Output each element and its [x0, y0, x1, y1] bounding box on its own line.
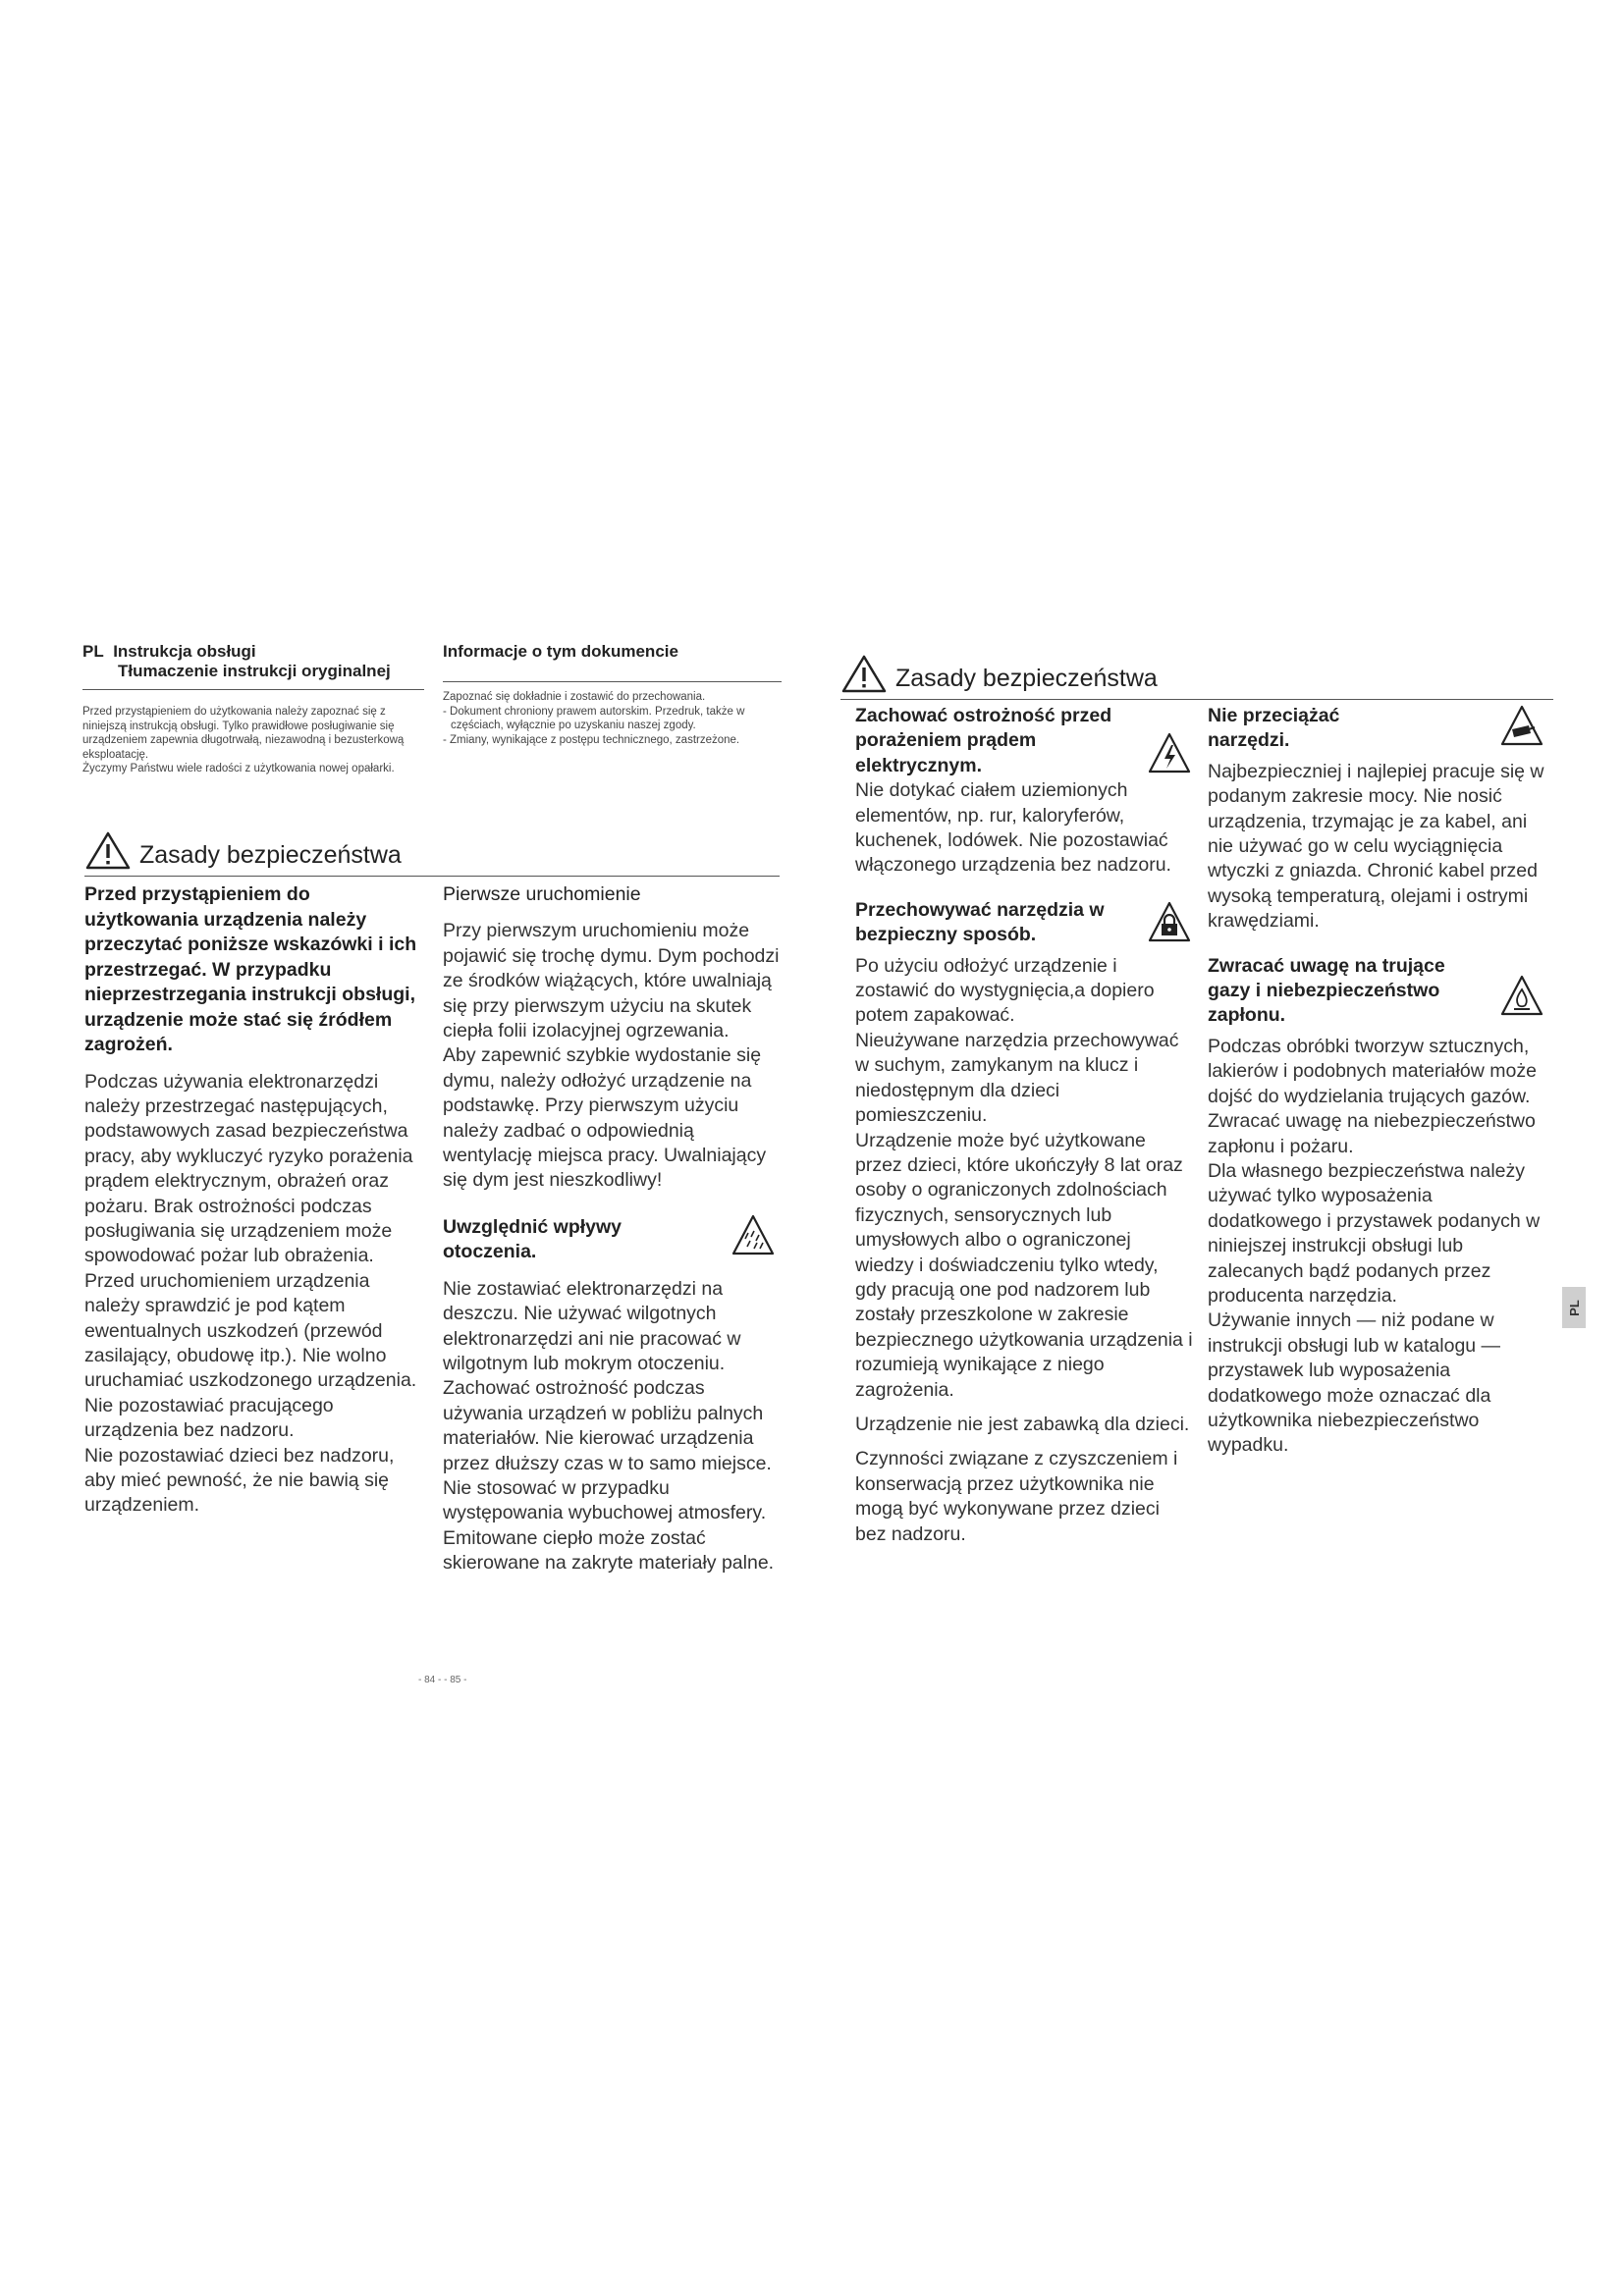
body-paragraph: Nie pozostawiać dzieci bez nadzoru, aby mieć pewność, że nie bawią się urządzeniem. — [84, 1444, 395, 1517]
language-side-tab — [1562, 1287, 1586, 1328]
body-paragraph: Aby zapewnić szybkie wydostanie się dymu, należy odłożyć urządzenie na podstawkę. Przy pierwszym użyciu należy zadbać o odpowiednią wentylację miejsca pracy. Uwalniający się dym jest nieszkodliwy! — [443, 1044, 767, 1192]
overload-hazard-icon — [1499, 704, 1544, 747]
body-paragraph: Nie dotykać ciałem uziemionych elementów, np. rur, kaloryferów, kuchenek, lodówek. Nie pozostawiać włączonego urządzenia bez nadzoru. — [855, 779, 1171, 877]
page-numbers: - 84 - - 85 - — [418, 1675, 467, 1685]
toxic-title: Zwracać uwagę na trujące gazy i niebezpieczeństwo zapłonu. — [1208, 954, 1445, 1027]
wishes-paragraph: Życzymy Państwu wiele radości z użytkowania nowej opałarki. — [82, 763, 395, 775]
body-paragraph: Najbezpieczniej i najlepiej pracuje się w podanym zakresie mocy. Nie nosić urządzenia, trzymając je za kabel, ani nie używać go w celu wyciągnięcia wtyczki z gniazda. Chronić kabel przed wysoką temperaturą, olejami i ostrymi krawędziami. — [1208, 760, 1544, 933]
manual-subtitle: Tłumaczenie instrukcji oryginalnej — [118, 662, 391, 680]
body-paragraph: Nie pozostawiać pracującego urządzenia bez nadzoru. — [84, 1394, 334, 1442]
safety-title-text: Zasady bezpieczeństwa — [139, 841, 402, 869]
lang-code: PL — [82, 642, 104, 661]
first-start-title: Pierwsze uruchomienie — [443, 883, 641, 905]
body-paragraph: Podczas obróbki tworzyw sztucznych, lakierów i podobnych materiałów może dojść do wydzielania trujących gazów. — [1208, 1035, 1537, 1107]
body-paragraph: Używanie innych — niż podane w instrukcji obsługi lub w katalogu — przystawek lub wyposażenia dodatkowego może oznaczać dla użytkownika niebezpieczeństwo wypadku. — [1208, 1309, 1501, 1457]
header-divider — [82, 689, 424, 690]
safety-section-right — [840, 654, 1555, 700]
safety-title-text: Zasady bezpieczeństwa — [895, 665, 1158, 692]
safety-title-left — [84, 830, 782, 870]
lock-hazard-icon — [1147, 900, 1192, 943]
info-block — [443, 642, 782, 747]
info-bullet: - Zmiany, wynikające z postępu technicznego, zastrzeżone. — [443, 733, 740, 746]
body-paragraph: Urządzenie może być użytkowane przez dzieci, które ukończyły 8 lat oraz osoby o ograniczonych zdolnościach fizycznych, sensorycznych lub umysłowych albo o ograniczonej wiedzy i doświadczeniu tylko wtedy, gdy pracują one pod nadzorem lub zostały przeszkolone w zakresie bezpiecznego użytkowania urządzenia i rozumieją wynikające z niego zagrożenia. — [855, 1129, 1193, 1401]
safety-left-column — [84, 882, 423, 1519]
body-paragraph: Dla własnego bezpieczeństwa należy używać tylko wyposażenia dodatkowego i przystawek podanych w niniejszej instrukcji obsługi lub zalecanych bądź podanych przez producenta narzędzia. — [1208, 1159, 1541, 1307]
manual-title — [82, 642, 426, 662]
overload-toxic-column — [1208, 704, 1546, 1459]
body-paragraph: Podczas używania elektronarzędzi należy przestrzegać następujących, podstawowych zasad bezpieczeństwa pracy, aby wykluczyć ryzyko porażenia prądem elektrycznym, obrażeń oraz pożaru. Brak ostrożności podczas posługiwania się urządzeniem może spowodować pożar lub obrażenia. — [84, 1070, 413, 1267]
side-tab-label: PL — [1566, 1299, 1582, 1316]
left-header — [82, 642, 426, 776]
intro-paragraph: Przed przystąpieniem do użytkowania należy zapoznać się z niniejszą instrukcją obsługi. Tylko prawidłowe posługiwanie się urządzeniem zapewnia długotrwałą, niezawodną i bezusterkową eksploatację. — [82, 706, 405, 761]
warning-icon — [84, 830, 132, 870]
info-title: Informacje o tym dokumencie — [443, 642, 678, 661]
environment-title: Uwzględnić wpływy otoczenia. — [443, 1215, 623, 1263]
body-paragraph: Nieużywane narzędzia przechowywać w suchym, zamykanym na klucz i niedostępnym dla dzieci pomieszczeniu. — [855, 1029, 1179, 1127]
info-line: Zapoznać się dokładnie i zostawić do przechowania. — [443, 691, 706, 703]
electric-section — [855, 704, 1194, 879]
safety-lead: Przed przystąpieniem do użytkowania urządzenia należy przeczytać poniższe wskazówki i ich przestrzegać. W przypadku nieprzestrzegania instrukcji obsługi, urządzenie może stać się źródłem zagrożeń. — [84, 883, 417, 1055]
safety-divider-right — [840, 699, 1553, 700]
rain-warning-icon — [731, 1213, 776, 1256]
safety-title-right — [840, 654, 1555, 693]
body-paragraph: Po użyciu odłożyć urządzenie i zostawić do wystygnięcia,a dopiero potem zapakować. — [855, 954, 1155, 1027]
body-paragraph: Przy pierwszym uruchomieniu może pojawić się trochę dymu. Dym pochodzi ze środków wiążących, które uwalniają się przy pierwszym użyciu na skutek ciepła folii izolacyjnej ogrzewania. — [443, 920, 780, 1042]
overload-section — [1208, 704, 1546, 934]
storage-section — [855, 898, 1194, 1547]
toxic-section — [1208, 954, 1546, 1459]
body-paragraph: Nie zostawiać elektronarzędzi na deszczu. Nie używać wilgotnych elektronarzędzi ani nie pracować w wilgotnym lub mokrym otoczeniu. Zachować ostrożność podczas używania urządzeń w pobliżu palnych materiałów. Nie kierować urządzenia przez dłuższy czas w to samo miejsce. Nie stosować w przypadku występowania wybuchowej atmosfery. Emitowane ciepło może zostać skierowane na zakryte materiały palne. — [443, 1277, 775, 1575]
storage-title: Przechowywać narzędzia w bezpieczny sposób. — [855, 898, 1105, 946]
electric-storage-column — [855, 704, 1194, 1547]
environment-section — [443, 1215, 782, 1576]
body-paragraph: Przed uruchomieniem urządzenia należy sprawdzić je pod kątem ewentualnych uszkodzeń (przewód zasilający, obudowę itp.). Nie wolno uruchamiać uszkodzonego urządzenia. — [84, 1269, 417, 1392]
warning-icon — [840, 654, 888, 693]
safety-divider-left — [84, 876, 780, 877]
fire-hazard-icon — [1499, 974, 1544, 1017]
body-paragraph: Czynności związane z czyszczeniem i konserwacją przez użytkownika nie mogą być wykonywane przez dzieci bez nadzoru. — [855, 1448, 1178, 1545]
body-paragraph: Urządzenie nie jest zabawką dla dzieci. — [855, 1413, 1190, 1435]
overload-title: Nie przeciążać narzędzi. — [1208, 705, 1340, 752]
body-paragraph: Zwracać uwagę na niebezpieczeństwo zapłonu i pożaru. — [1208, 1110, 1536, 1157]
electric-hazard-icon — [1147, 731, 1192, 774]
electric-title: Zachować ostrożność przed porażeniem prądem elektrycznym. — [855, 705, 1112, 776]
info-bullet: - Dokument chroniony prawem autorskim. Przedruk, także w częściach, wyłącznie po uzyskaniu naszej zgody. — [443, 705, 745, 732]
manual-title-text: Instrukcja obsługi — [113, 642, 256, 661]
safety-section-left — [84, 830, 782, 877]
first-start-column — [443, 882, 782, 1576]
info-divider — [443, 681, 782, 682]
